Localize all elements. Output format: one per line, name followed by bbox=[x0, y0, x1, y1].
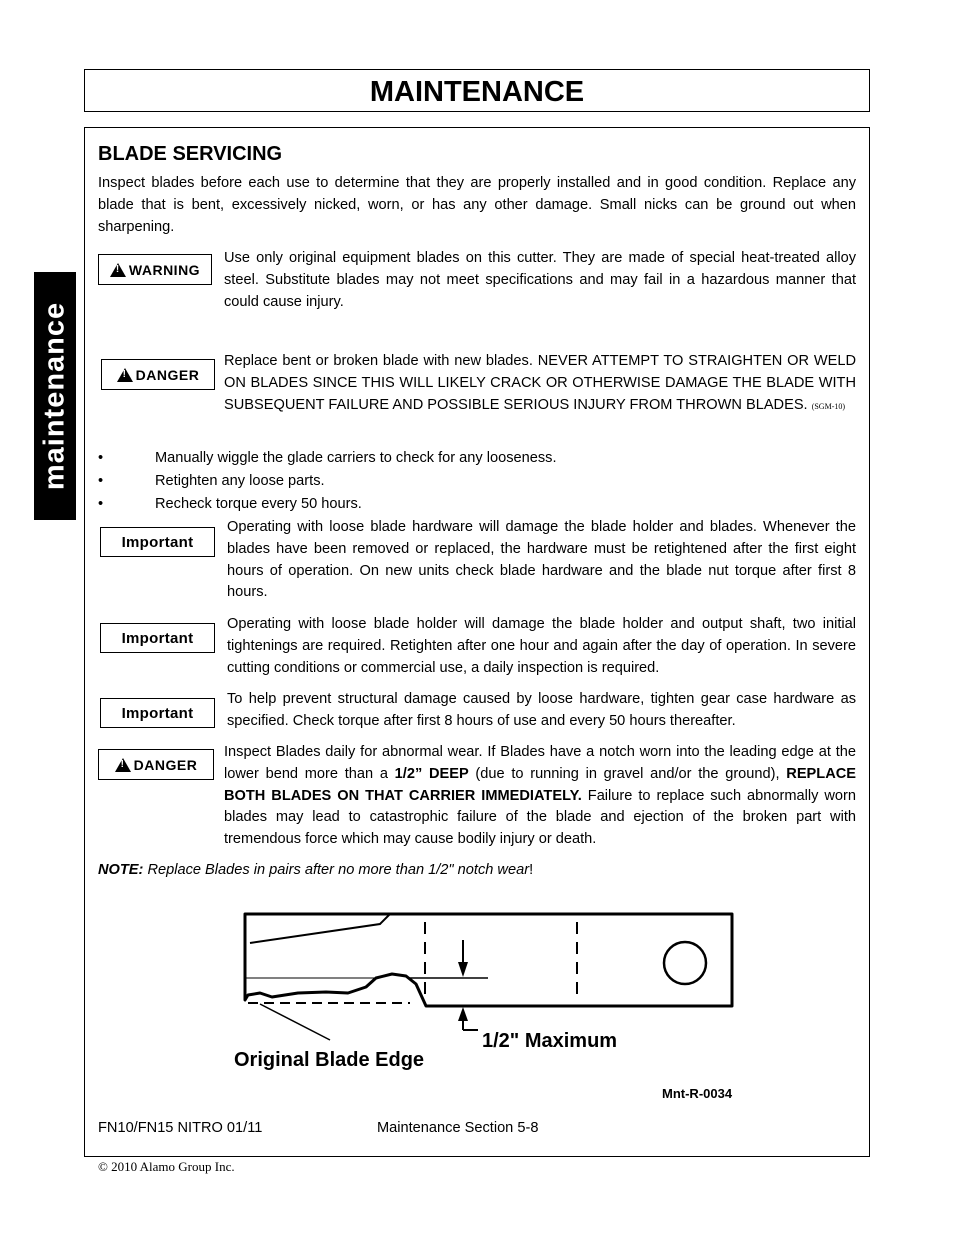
bullet-mark: • bbox=[98, 450, 104, 466]
footer-section: Maintenance Section 5-8 bbox=[377, 1120, 539, 1136]
danger-badge-label: DANGER bbox=[133, 756, 198, 773]
danger-triangle-icon bbox=[117, 368, 133, 382]
bullet-mark: • bbox=[98, 473, 104, 489]
danger-text-part: Inspect Blades daily for abnormal wear. If Blades have a notch worn into the leading edge at the lower bend more than a bbox=[224, 744, 856, 782]
section-title: BLADE SERVICING bbox=[98, 143, 283, 165]
footer-model: FN10/FN15 NITRO 01/11 bbox=[98, 1120, 263, 1136]
bullet-mark: • bbox=[98, 496, 104, 512]
bullet-item: Manually wiggle the glade carriers to check for any looseness. bbox=[155, 450, 557, 466]
copyright: © 2010 Alamo Group Inc. bbox=[98, 1159, 235, 1174]
arrow-head bbox=[458, 962, 468, 977]
important-badge-label: Important bbox=[121, 629, 194, 647]
bullet-item: Recheck torque every 50 hours. bbox=[155, 496, 362, 512]
important-badge bbox=[100, 623, 215, 653]
figure-code: Mnt-R-0034 bbox=[662, 1086, 733, 1101]
danger-text bbox=[224, 742, 856, 851]
bullet-item: Retighten any loose parts. bbox=[155, 473, 325, 489]
danger-badge bbox=[98, 749, 214, 780]
danger-text-emphasis: REPLACE BOTH BLADES ON THAT CARRIER IMMEDIATELY. bbox=[224, 765, 857, 804]
important-badge bbox=[100, 698, 215, 728]
mounting-hole bbox=[664, 942, 706, 984]
original-edge-label: Original Blade Edge bbox=[234, 1049, 425, 1071]
important-text: Operating with loose blade holder will damage the blade holder and output shaft, two initial tightenings are required. Retighten after one hour and again after the day of operation. In severe cutting conditions or commercial use, a daily inspection is required. bbox=[227, 616, 856, 676]
page-header bbox=[84, 69, 870, 112]
danger-badge bbox=[101, 359, 215, 390]
danger-text-part: Failure to replace such abnormally worn blades may lead to catastrophic failure of the blade and ejection of the broken part with tremendous force which may cause bodily injury or death. bbox=[224, 787, 856, 848]
danger-text-emphasis: 1/2” DEEP bbox=[394, 765, 469, 782]
warning-badge bbox=[98, 254, 212, 285]
note-end: ! bbox=[529, 862, 534, 878]
important-badge-label: Important bbox=[121, 533, 194, 551]
important-text: To help prevent structural damage caused by loose hardware, tighten gear case hardware as specified. Check torque after first 8 hours of use and every 50 hours thereafter. bbox=[227, 691, 856, 729]
warning-triangle-icon bbox=[110, 263, 126, 277]
blade-outline bbox=[245, 914, 732, 1006]
side-tab-label: maintenance bbox=[38, 301, 71, 491]
blade-bevel bbox=[250, 914, 390, 943]
danger-code: (SGM-10) bbox=[811, 401, 846, 411]
note bbox=[98, 860, 856, 882]
leader-line bbox=[260, 1004, 330, 1040]
warning-badge-label: WARNING bbox=[128, 261, 201, 278]
note-text: Replace Blades in pairs after no more than 1/2" notch wear bbox=[143, 862, 530, 878]
blade-wear-figure bbox=[220, 900, 760, 1105]
note-label: NOTE: bbox=[98, 862, 144, 878]
danger-triangle-icon bbox=[115, 758, 131, 772]
danger-text-part: (due to running in gravel and/or the ground), bbox=[468, 765, 787, 782]
danger-badge-label: DANGER bbox=[135, 366, 200, 383]
side-tab bbox=[34, 272, 76, 520]
page-header-title: MAINTENANCE bbox=[369, 76, 585, 108]
arrow-head bbox=[458, 1007, 468, 1021]
intro-paragraph: Inspect blades before each use to determine that they are properly installed and in good condition. Replace any blade that is bent, excessively nicked, worn, or has any other damage. Small nicks can be ground out when sharpening. bbox=[98, 175, 856, 235]
danger-text bbox=[224, 351, 856, 417]
warning-text: Use only original equipment blades on this cutter. They are made of special heat-treated alloy steel. Substitute blades may not meet specifications and may fail in a hazardous manner that could cause injury. bbox=[224, 250, 856, 310]
danger-text-body: Replace bent or broken blade with new blades. NEVER ATTEMPT TO STRAIGHTEN OR WELD ON BLADES SINCE THIS WILL LIKELY CRACK OR OTHERWISE DAMAGE THE BLADE WITH SUBSEQUENT FAILURE AND POSSIBLE SERIOUS INJURY FROM THROWN BLADES. bbox=[224, 353, 856, 413]
max-notch-label: 1/2" Maximum bbox=[482, 1030, 618, 1052]
important-text: Operating with loose blade hardware will damage the blade holder and blades. Whenever the blades have been removed or replaced, the hardware must be retightened after the first eight hours of operation. On new units check blade hardware and the blade nut torque after first 8 hours. bbox=[227, 519, 856, 601]
important-badge bbox=[100, 527, 215, 557]
important-badge-label: Important bbox=[121, 704, 194, 722]
